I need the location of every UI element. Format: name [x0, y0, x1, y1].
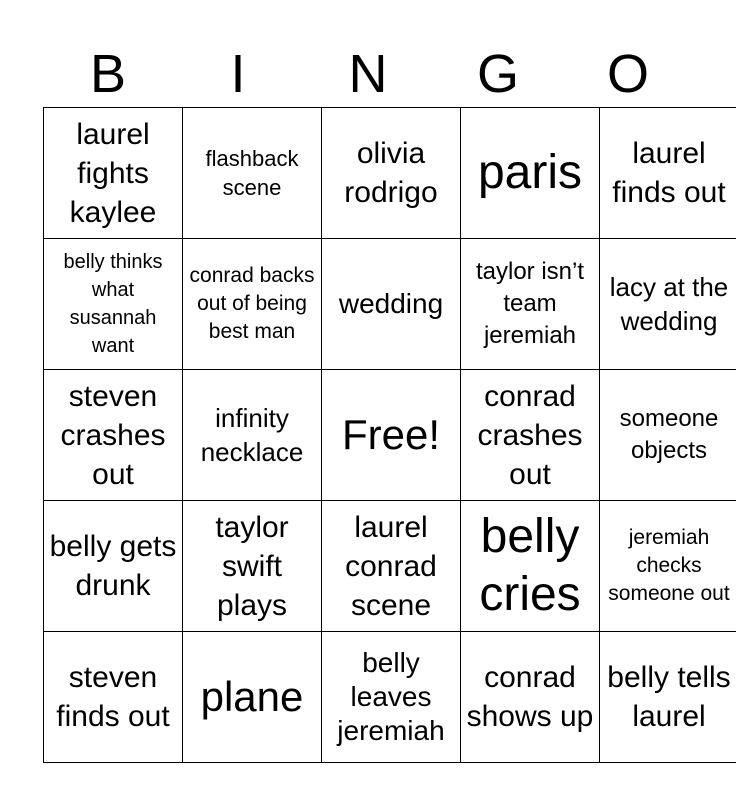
bingo-board [43, 107, 736, 763]
bingo-cell[interactable]: taylor isn’t team jeremiah [461, 239, 600, 370]
bingo-cell[interactable]: conrad backs out of being best man [183, 239, 322, 370]
bingo-header [43, 40, 693, 108]
header-letter-n: N [348, 44, 388, 104]
bingo-cell[interactable]: paris [461, 108, 600, 239]
bingo-cell[interactable]: belly cries [461, 501, 600, 632]
bingo-cell[interactable]: jeremiah checks someone out [600, 501, 736, 632]
bingo-cell[interactable]: lacy at the wedding [600, 239, 736, 370]
free-cell[interactable]: Free! [322, 370, 461, 501]
bingo-cell[interactable]: taylor swift plays [183, 501, 322, 632]
bingo-cell[interactable]: olivia rodrigo [322, 108, 461, 239]
board-row [44, 501, 736, 632]
bingo-cell[interactable]: wedding [322, 239, 461, 370]
header-letter-o: O [606, 44, 649, 104]
bingo-cell[interactable]: laurel fights kaylee [44, 108, 183, 239]
bingo-cell[interactable]: belly thinks what susannah want [44, 239, 183, 370]
bingo-cell[interactable]: flashback scene [183, 108, 322, 239]
bingo-cell[interactable]: steven finds out [44, 632, 183, 763]
bingo-cell[interactable]: plane [183, 632, 322, 763]
bingo-cell[interactable]: conrad crashes out [461, 370, 600, 501]
board-row [44, 632, 736, 763]
bingo-cell[interactable]: belly gets drunk [44, 501, 183, 632]
board-row [44, 108, 736, 239]
bingo-cell[interactable]: belly tells laurel [600, 632, 736, 763]
bingo-cell[interactable]: steven crashes out [44, 370, 183, 501]
header-letter-b: B [89, 44, 127, 104]
bingo-cell[interactable]: laurel finds out [600, 108, 736, 239]
board-row [44, 370, 736, 501]
header-letter-g: G [476, 44, 519, 104]
bingo-cell[interactable]: belly leaves jeremiah [322, 632, 461, 763]
bingo-cell[interactable]: conrad shows up [461, 632, 600, 763]
board-row [44, 239, 736, 370]
bingo-cell[interactable]: infinity necklace [183, 370, 322, 501]
bingo-cell[interactable]: someone objects [600, 370, 736, 501]
bingo-cell[interactable]: laurel conrad scene [322, 501, 461, 632]
header-letter-i: I [230, 44, 246, 104]
